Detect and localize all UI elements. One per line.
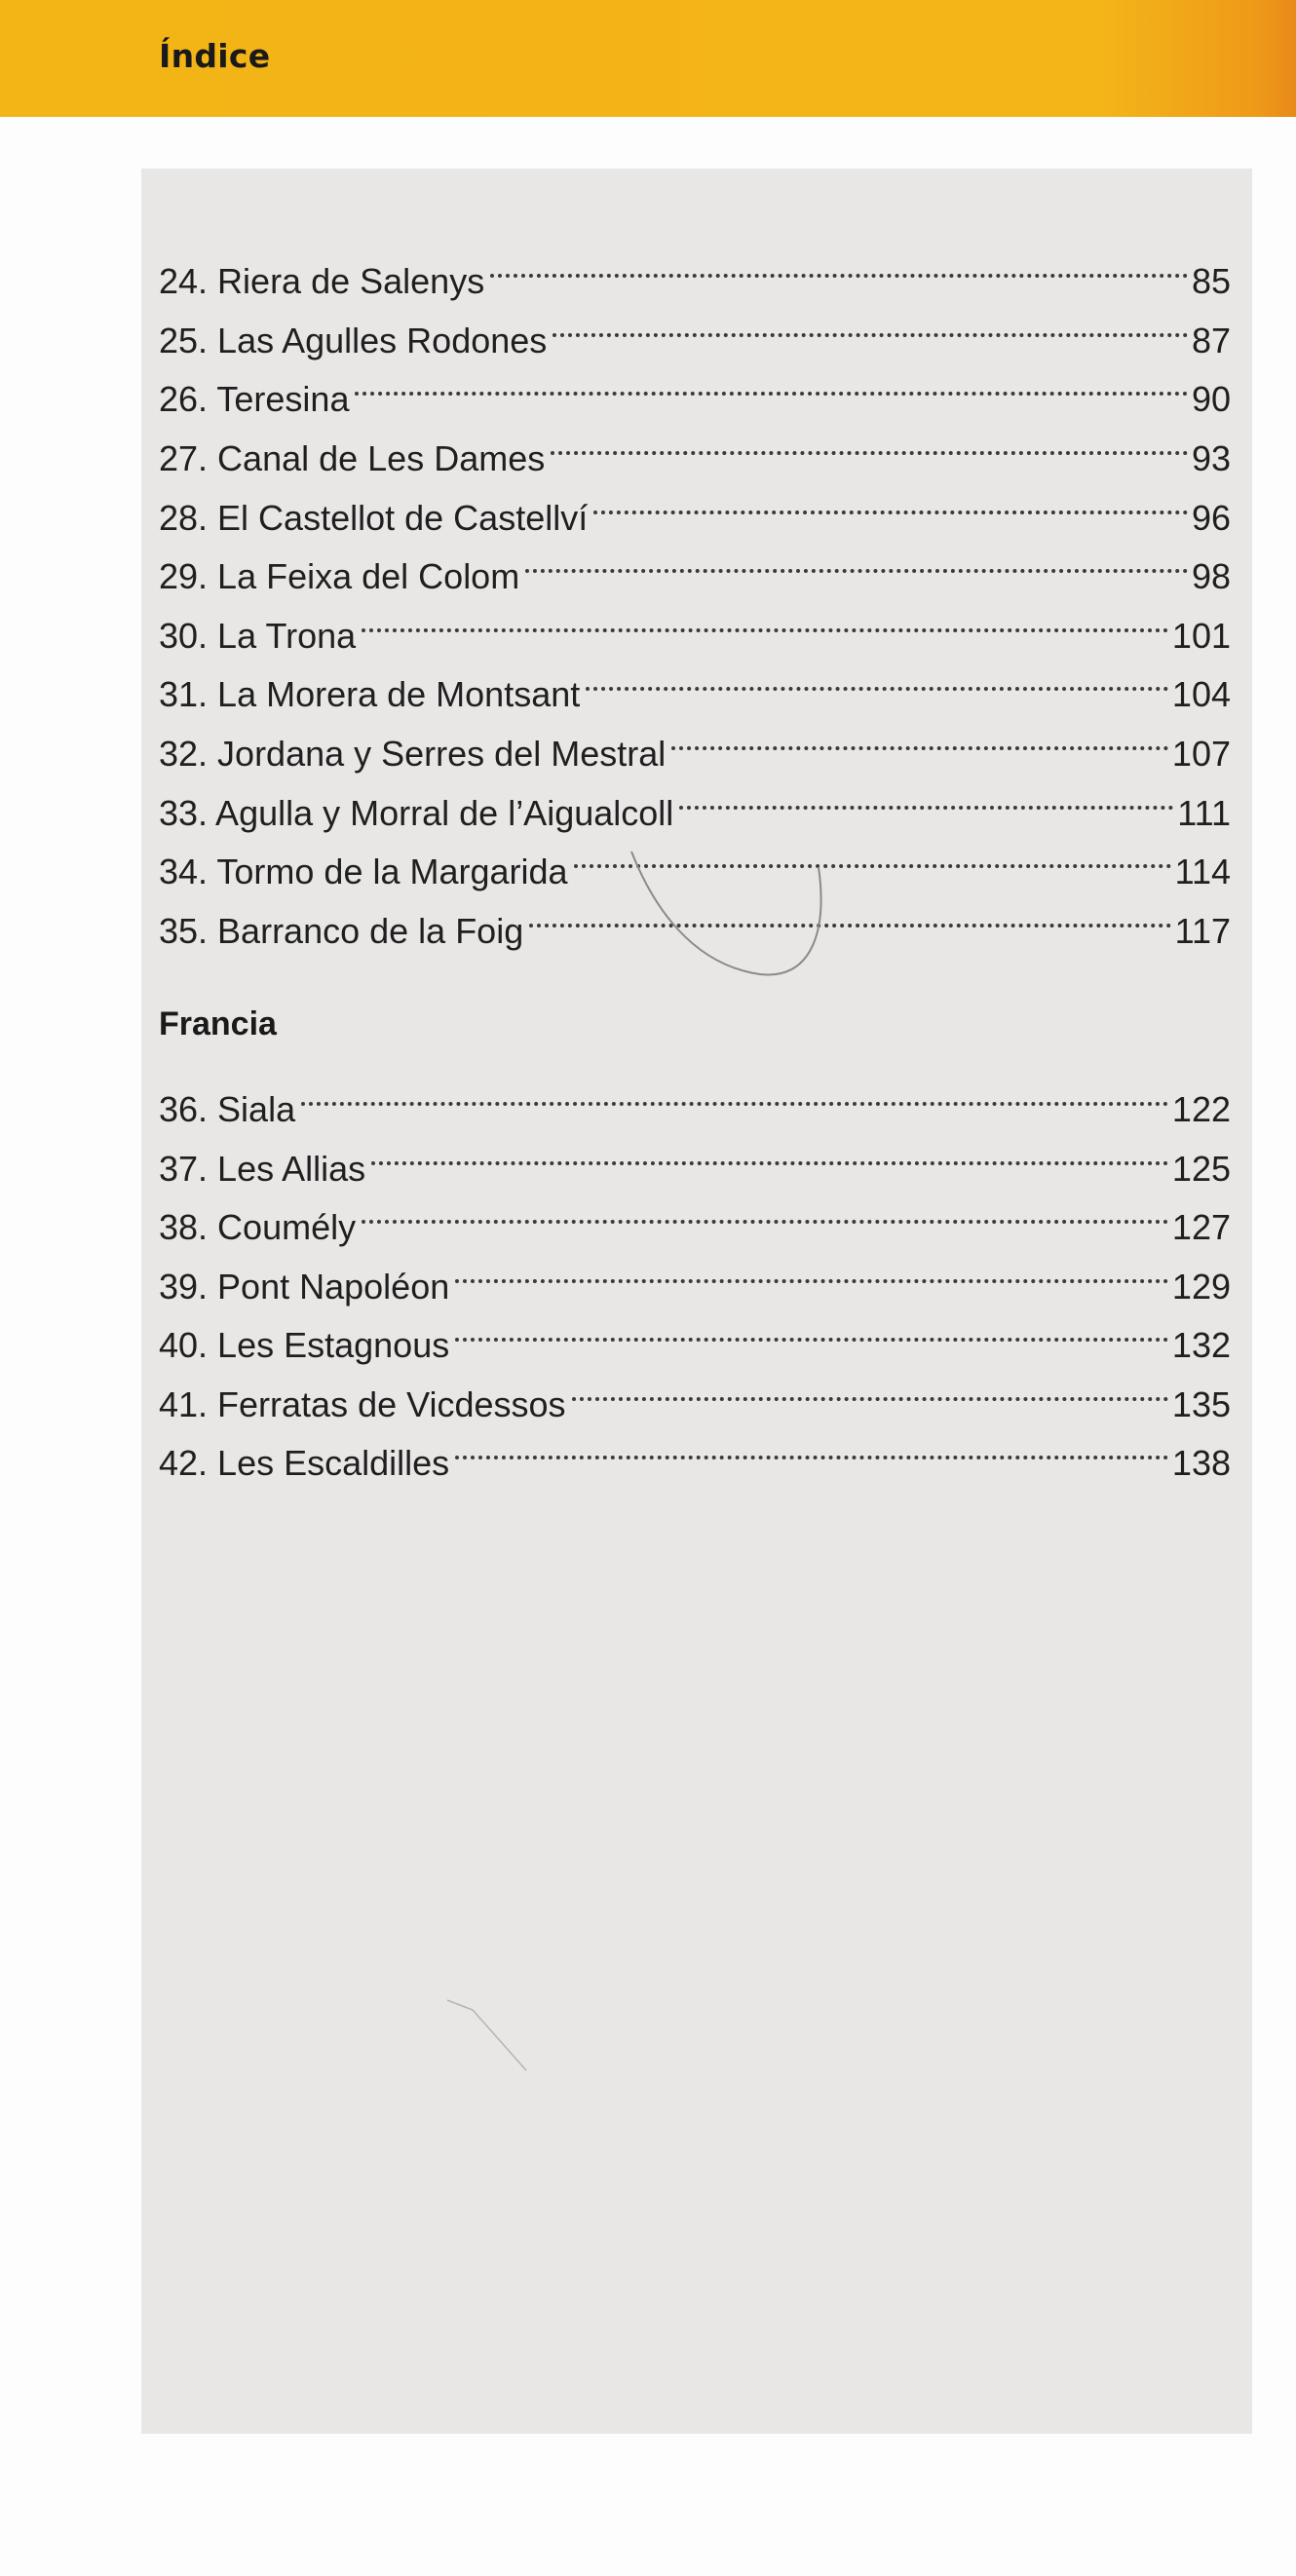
dot-leader bbox=[529, 885, 1170, 943]
dot-leader bbox=[574, 825, 1171, 884]
toc-entry-title: 35. Barranco de la Foig bbox=[159, 911, 524, 951]
toc-entry-page: 132 bbox=[1171, 1325, 1231, 1365]
dot-leader bbox=[355, 353, 1187, 411]
toc-entry-title: 36. Siala bbox=[159, 1089, 296, 1129]
toc-entry-title: 24. Riera de Salenys bbox=[159, 261, 485, 301]
toc-entry-page: 135 bbox=[1171, 1384, 1231, 1424]
dot-leader bbox=[362, 1181, 1168, 1239]
toc-entry-title: 25. Las Agulles Rodones bbox=[159, 321, 548, 360]
toc-entry-page: 104 bbox=[1171, 674, 1231, 714]
toc-entry-title: 37. Les Allias bbox=[159, 1149, 366, 1189]
toc-entry-title: 40. Les Estagnous bbox=[159, 1325, 450, 1365]
toc-entry-title: 27. Canal de Les Dames bbox=[159, 438, 546, 478]
toc-entry-page: 98 bbox=[1191, 556, 1231, 596]
toc-entry[interactable] bbox=[159, 707, 1231, 774]
toc-entry-page: 129 bbox=[1171, 1267, 1231, 1307]
dot-leader bbox=[490, 235, 1188, 293]
toc-entry[interactable] bbox=[159, 1181, 1231, 1247]
toc-entry[interactable] bbox=[159, 1299, 1231, 1365]
toc-entry-page: 101 bbox=[1171, 616, 1231, 656]
dot-leader bbox=[671, 707, 1168, 766]
toc-entry-title: 32. Jordana y Serres del Mestral bbox=[159, 734, 667, 774]
toc-entry[interactable] bbox=[159, 530, 1231, 596]
header-band bbox=[0, 0, 1296, 117]
toc-entry[interactable] bbox=[159, 1122, 1231, 1189]
toc-entry-title: 39. Pont Napoléon bbox=[159, 1267, 450, 1307]
dot-leader bbox=[455, 1299, 1168, 1357]
page-title: Índice bbox=[159, 37, 271, 75]
toc-entry[interactable] bbox=[159, 412, 1231, 478]
toc-entry[interactable] bbox=[159, 589, 1231, 656]
toc-entry[interactable] bbox=[159, 1417, 1231, 1483]
toc-entry-title: 41. Ferratas de Vicdessos bbox=[159, 1384, 566, 1424]
toc-entry-page: 87 bbox=[1191, 321, 1231, 360]
toc-entry[interactable] bbox=[159, 767, 1231, 833]
toc-entry-page: 107 bbox=[1171, 734, 1231, 774]
section-heading-francia: Francia bbox=[159, 1005, 277, 1042]
toc-entry[interactable] bbox=[159, 1240, 1231, 1307]
dot-leader bbox=[572, 1358, 1168, 1417]
toc-entry-title: 42. Les Escaldilles bbox=[159, 1443, 450, 1483]
toc-entry-title: 26. Teresina bbox=[159, 379, 350, 419]
dot-leader bbox=[371, 1122, 1168, 1181]
dot-leader bbox=[455, 1240, 1168, 1299]
toc-entry[interactable] bbox=[159, 294, 1231, 360]
toc-entry[interactable] bbox=[159, 1358, 1231, 1424]
toc-entry[interactable] bbox=[159, 353, 1231, 419]
toc-entry-page: 138 bbox=[1171, 1443, 1231, 1483]
toc-entry[interactable] bbox=[159, 648, 1231, 714]
toc-entry[interactable] bbox=[159, 472, 1231, 538]
dot-leader bbox=[525, 530, 1188, 588]
dot-leader bbox=[593, 472, 1188, 530]
toc-entry-page: 122 bbox=[1171, 1089, 1231, 1129]
toc-entry-title: 30. La Trona bbox=[159, 616, 357, 656]
toc-entry[interactable] bbox=[159, 1063, 1231, 1129]
dot-leader bbox=[679, 767, 1173, 825]
toc-entry-page: 90 bbox=[1191, 379, 1231, 419]
toc-entry-title: 33. Agulla y Morral de l’Aigualcoll bbox=[159, 793, 674, 833]
toc-entry-title: 34. Tormo de la Margarida bbox=[159, 852, 568, 891]
dot-leader bbox=[362, 589, 1168, 648]
toc-entry[interactable] bbox=[159, 825, 1231, 891]
toc-entry-page: 127 bbox=[1171, 1207, 1231, 1247]
toc-entry-page: 114 bbox=[1174, 852, 1231, 891]
dot-leader bbox=[553, 294, 1188, 353]
toc-entry-page: 111 bbox=[1177, 793, 1231, 833]
dot-leader bbox=[551, 412, 1188, 471]
toc-entry-title: 28. El Castellot de Castellví bbox=[159, 498, 589, 538]
toc-entry-title: 29. La Feixa del Colom bbox=[159, 556, 520, 596]
toc-entry-page: 125 bbox=[1171, 1149, 1231, 1189]
toc-entry-page: 117 bbox=[1174, 911, 1231, 951]
toc-entry-page: 93 bbox=[1191, 438, 1231, 478]
dot-leader bbox=[301, 1063, 1168, 1121]
dot-leader bbox=[455, 1417, 1168, 1475]
toc-entry-page: 85 bbox=[1191, 261, 1231, 301]
toc-entry-title: 38. Coumély bbox=[159, 1207, 357, 1247]
toc-entry-page: 96 bbox=[1191, 498, 1231, 538]
toc-entry-title: 31. La Morera de Montsant bbox=[159, 674, 581, 714]
toc-entry[interactable] bbox=[159, 885, 1231, 951]
toc-entry[interactable] bbox=[159, 235, 1231, 301]
dot-leader bbox=[586, 648, 1168, 706]
